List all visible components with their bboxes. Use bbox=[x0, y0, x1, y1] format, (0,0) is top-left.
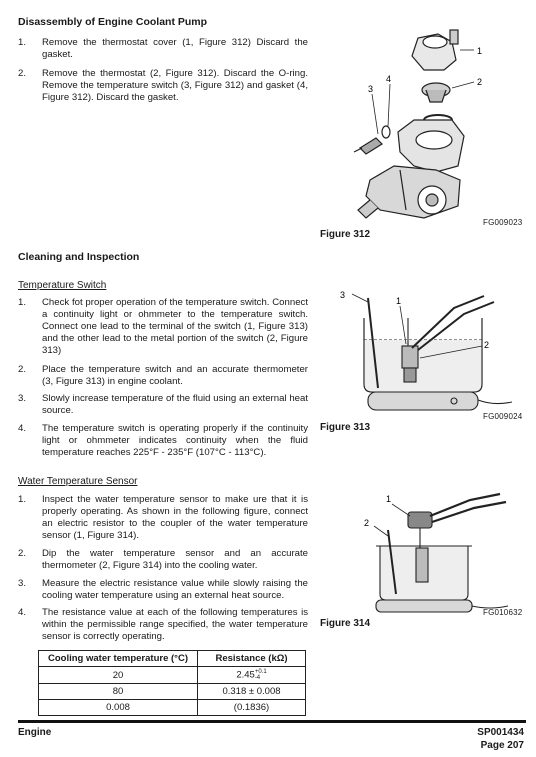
callout-1: 1 bbox=[386, 494, 392, 504]
table-header-row bbox=[39, 651, 306, 667]
step-number: 3. bbox=[18, 578, 27, 589]
step-number: 4. bbox=[18, 607, 27, 618]
section-title-cleaning: Cleaning and Inspection bbox=[18, 251, 140, 263]
figure-313-illustration bbox=[334, 288, 524, 423]
step-text: Measure the electric resistance value while slowly raising the cooling water temperature using an external heat source. bbox=[42, 578, 308, 601]
step-number: 1. bbox=[18, 297, 27, 308]
step-number: 4. bbox=[18, 423, 27, 434]
step-text: Check fot proper operation of the temperature switch. Connect a continuity light or ohmmeter to the temperature switch. Connect one lead to the terminal of the switch (1, Figure 313) and the other lead to the metal portion of the switch (2, Figure 313) bbox=[42, 297, 308, 356]
callout-3: 3 bbox=[368, 84, 374, 94]
column-header: Cooling water temperature (°C) bbox=[39, 651, 198, 667]
table-cell bbox=[198, 667, 306, 684]
tolerance-upper: +0.1 bbox=[254, 669, 267, 675]
step-text: Inspect the water temperature sensor to make ure that it is properly operating. As shown in the following figure, connect an electric resistor to the coupler of the water temperature sensor (1, Figure 314). bbox=[42, 494, 308, 541]
table-cell: 80 bbox=[39, 684, 198, 700]
figure-code: FG009023 bbox=[483, 218, 523, 227]
figure-code: FG009024 bbox=[483, 412, 523, 421]
figure-label: Figure 313 bbox=[320, 422, 371, 433]
step-text: The temperature switch is operating properly if the continuity light or ohmmeter indicates continuity when the fluid temperature reaches 225°F - 235°F (107°C - 113°C). bbox=[42, 423, 308, 458]
callout-3: 3 bbox=[340, 290, 346, 300]
callout-4: 4 bbox=[386, 74, 392, 84]
subsection-title-temp-switch: Temperature Switch bbox=[18, 280, 107, 291]
figure-312-illustration bbox=[340, 20, 523, 227]
footer-divider bbox=[18, 720, 526, 723]
step-number: 2. bbox=[18, 68, 27, 79]
callout-2: 2 bbox=[364, 518, 370, 528]
table-cell: (0.1836) bbox=[198, 700, 306, 716]
figure-code: FG010632 bbox=[483, 608, 523, 617]
table-cell: 0.008 bbox=[39, 700, 198, 716]
table-cell: 20 bbox=[39, 667, 198, 684]
resistance-value: 2.45 bbox=[236, 669, 255, 681]
step-text: Place the temperature switch and an accurate thermometer (3, Figure 313) in engine coolant. bbox=[42, 364, 308, 387]
tolerance-lower: -4 bbox=[254, 675, 261, 681]
column-header: Resistance (kΩ) bbox=[198, 651, 306, 667]
section-title-disassembly: Disassembly of Engine Coolant Pump bbox=[18, 16, 208, 28]
callout-1: 1 bbox=[477, 46, 483, 56]
footer-section-name: Engine bbox=[18, 727, 52, 738]
table-cell: 0.318 ± 0.008 bbox=[198, 684, 306, 700]
table-row bbox=[39, 700, 306, 716]
step-text: The resistance value at each of the following temperatures is within the permissible range specified, the water temperature sensor is correctly operating. bbox=[42, 607, 308, 642]
resistance-table bbox=[38, 650, 306, 716]
step-number: 3. bbox=[18, 393, 27, 404]
figure-314-illustration bbox=[350, 490, 530, 615]
callout-2: 2 bbox=[484, 340, 490, 350]
callout-1: 1 bbox=[396, 296, 402, 306]
step-number: 2. bbox=[18, 364, 27, 375]
tolerance bbox=[255, 669, 267, 681]
table-row bbox=[39, 667, 306, 684]
figure-label: Figure 314 bbox=[320, 618, 371, 629]
list-item bbox=[18, 297, 308, 357]
footer-doc-code: SP001434 bbox=[477, 727, 524, 738]
subsection-title-water-sensor: Water Temperature Sensor bbox=[18, 476, 138, 487]
step-text: Slowly increase temperature of the fluid using an external heat source. bbox=[42, 393, 308, 416]
step-number: 1. bbox=[18, 494, 27, 505]
step-text: Dip the water temperature sensor and an accurate thermometer (2, Figure 314) into the cooling water. bbox=[42, 548, 308, 571]
table-row bbox=[39, 684, 306, 700]
step-number: 1. bbox=[18, 37, 27, 48]
step-text: Remove the thermostat (2, Figure 312). Discard the O-ring. Remove the temperature switch (3, Figure 312) and gasket (4, Figure 312). Discard the gasket. bbox=[42, 68, 308, 103]
footer-page-number: Page 207 bbox=[480, 740, 524, 751]
figure-label: Figure 312 bbox=[320, 229, 371, 240]
callout-2: 2 bbox=[477, 77, 483, 87]
step-text: Remove the thermostat cover (1, Figure 312) Discard the gasket. bbox=[42, 37, 308, 60]
step-number: 2. bbox=[18, 548, 27, 559]
